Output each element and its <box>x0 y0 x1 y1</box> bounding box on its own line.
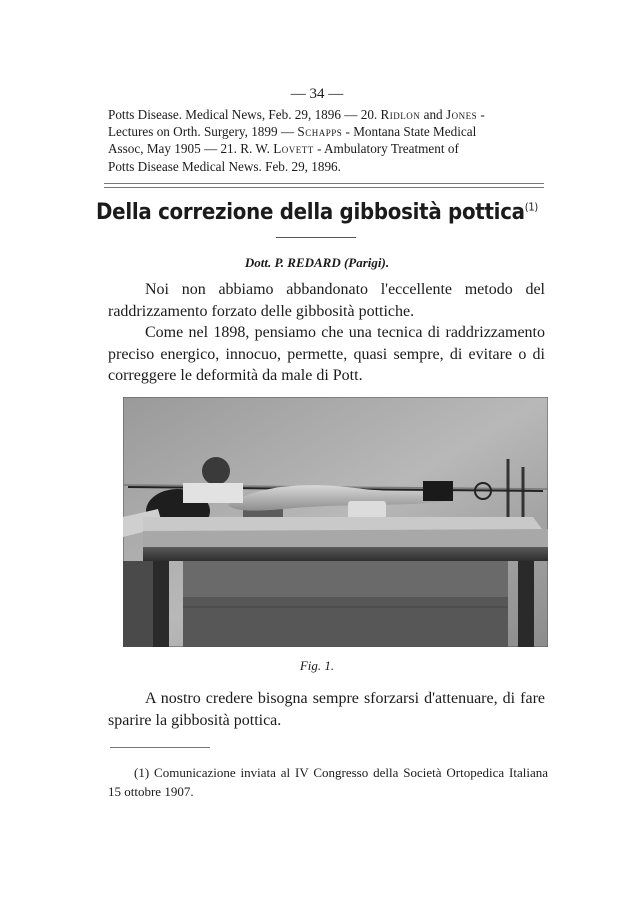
paragraph-1 <box>108 279 545 322</box>
author-name: Lovett <box>273 141 314 157</box>
reference-text: - Montana State Medical <box>342 124 477 140</box>
paragraph-text: Noi non abbiamo abbandonato l'eccellente metodo del raddrizzamento forzato delle gibbosità pottiche. <box>108 281 545 320</box>
footnote-rule <box>110 747 210 748</box>
figure-photograph <box>123 397 548 647</box>
reference-text: Assoc, May 1905 — 21. R. W. <box>108 141 274 157</box>
title-underline-rule <box>276 237 356 238</box>
article-title <box>32 200 603 225</box>
paragraph-3 <box>108 688 545 731</box>
figure-caption: Fig. 1. <box>299 658 335 673</box>
footnote <box>108 763 548 801</box>
reference-text: - <box>477 107 485 122</box>
footnote-marker: (1) <box>524 200 538 214</box>
reference-text: and <box>420 107 446 122</box>
author-name: Ridlon <box>380 107 421 122</box>
reference-text: Potts Disease. Medical News, Feb. 29, 1896 — 20. <box>108 107 381 122</box>
reference-text: - Ambulatory Treatment of <box>313 141 459 157</box>
reference-line <box>108 123 548 140</box>
title-text: Della correzione della gibbosità pottica <box>96 200 525 225</box>
author-line: Dott. P. REDARD (Parigi). <box>244 255 390 270</box>
reference-text: Lectures on Orth. Surgery, 1899 — <box>108 124 298 140</box>
page-number: — 34 — <box>290 86 344 102</box>
references-block <box>108 106 548 175</box>
reference-line: Potts Disease Medical News. Feb. 29, 1896. <box>108 158 341 174</box>
author-name: Schapps <box>297 124 343 140</box>
reference-line <box>108 106 548 123</box>
paragraph-text: A nostro credere bisogna sempre sforzarsi d'attenuare, di fare sparire la gibbosità pottica. <box>108 690 545 729</box>
paragraph-text: Come nel 1898, pensiamo che una tecnica di raddrizzamento preciso energico, innocuo, permette, quasi sempre, di evitare o di correggere le deformità da male di Pott. <box>108 324 545 384</box>
footnote-text: (1) Comunicazione inviata al IV Congresso della Società Ortopedica Italiana 15 ottobre 1907. <box>108 765 548 799</box>
double-rule-divider <box>104 183 544 188</box>
author-name: Jones <box>445 107 478 122</box>
reference-line <box>108 140 548 157</box>
paragraph-2 <box>108 322 545 387</box>
